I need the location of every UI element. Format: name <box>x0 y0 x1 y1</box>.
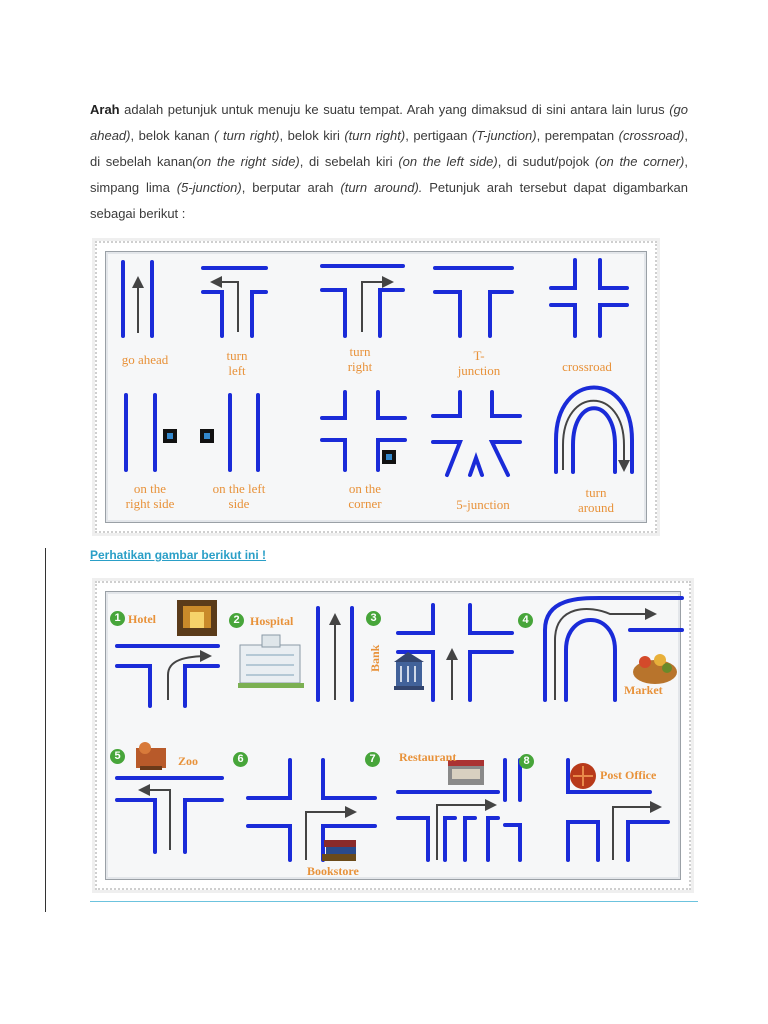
left-side-diagram <box>230 395 258 470</box>
label-t-junction: T- junction <box>457 348 501 378</box>
label-right-side: on the right side <box>125 481 175 511</box>
place-market: Market <box>624 683 663 697</box>
badge-4: 4 <box>518 613 533 628</box>
badge-6: 6 <box>233 752 248 767</box>
market-image <box>633 654 677 684</box>
place-bank: Bank <box>368 644 382 672</box>
hospital-image <box>238 635 304 688</box>
place-restaurant: Restaurant <box>399 750 457 764</box>
margin-line <box>45 548 46 912</box>
bookstore-image <box>322 840 356 861</box>
label-turn-right: turn right <box>347 344 373 374</box>
bottom-rule <box>90 901 698 902</box>
map8-arrow <box>613 807 660 860</box>
badge-5: 5 <box>110 749 125 764</box>
turn-left-arrow <box>212 282 238 332</box>
hotel-image <box>177 600 217 636</box>
badge-1: 1 <box>110 611 125 626</box>
t-junction-diagram <box>435 268 512 336</box>
location-markers <box>163 429 396 464</box>
right-side-diagram <box>126 395 155 470</box>
place-post-office: Post Office <box>600 768 657 782</box>
zoo-image <box>136 742 166 770</box>
label-go-ahead: go ahead <box>121 352 169 367</box>
badge-2: 2 <box>229 613 244 628</box>
place-hotel: Hotel <box>128 612 156 626</box>
place-zoo: Zoo <box>178 754 199 768</box>
intro-paragraph: Arah adalah petunjuk untuk menuju ke suatu tempat. Arah yang dimaksud di sini antara lain lurus (go ahead), belok kanan ( turn right), belok kiri (turn right), pertigaan (T-junction), perempatan (crossroad), di sebelah kanan(on the right side), di sebelah kiri (on the left side), di sudut/pojok (on the corner), simpang lima (5-junction), berputar arah (turn around). Petunjuk arah tersebut dapat digambarkan sebagai berikut : <box>90 102 688 221</box>
bank-image <box>394 652 424 690</box>
turn-left-diagram <box>203 268 266 336</box>
badge-8: 8 <box>519 754 534 769</box>
post-office-image <box>570 763 596 789</box>
section-heading[interactable]: Perhatikan gambar berikut ini ! <box>90 548 267 562</box>
label-turn-around: turn around <box>577 485 615 515</box>
label-turn-left: turn left <box>226 348 248 378</box>
badge-7: 7 <box>365 752 380 767</box>
label-left-side: on the left side <box>212 481 266 511</box>
map1-arrow <box>168 656 210 700</box>
place-bookstore: Bookstore <box>307 864 359 878</box>
label-corner: on the corner <box>348 481 382 511</box>
badge-3: 3 <box>366 611 381 626</box>
crossroad-diagram <box>551 260 627 336</box>
five-junction-diagram <box>433 392 520 475</box>
term-arah: Arah <box>90 102 120 117</box>
place-hospital: Hospital <box>250 614 294 628</box>
label-five-junction: 5-junction <box>456 497 510 512</box>
label-crossroad: crossroad <box>562 359 612 374</box>
